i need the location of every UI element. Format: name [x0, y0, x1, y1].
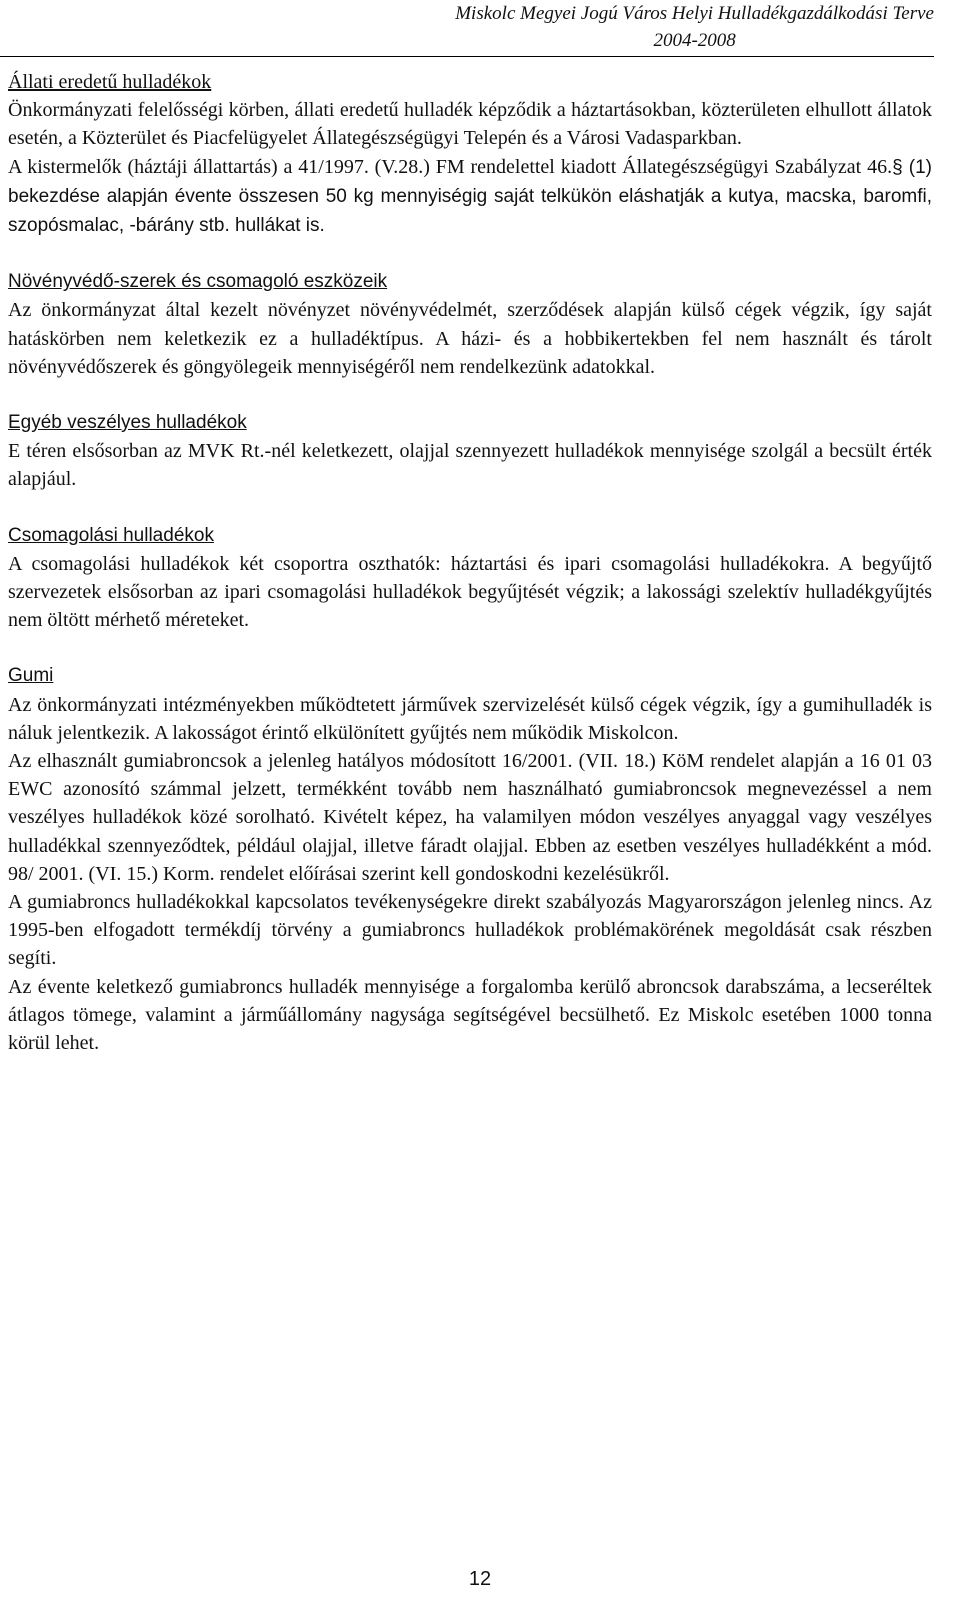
paragraph: Önkormányzati felelősségi körben, állati eredetű hulladék képződik a háztartásokban, közterületen elhullott állatok esetén, a Közterület és Piacfelügyelet Állategészségügyi Telepén és a Városi Vadasparkban. [8, 99, 932, 150]
section-rubber [8, 662, 932, 1057]
paragraph-text-sans: § (1) bekezdése alapján évente összesen 50 kg mennyiségig saját telkükön eláshatják a kutya, macska, baromfi, szopósmalac, -bárány stb. hullákat is. [8, 156, 932, 237]
header-rule [0, 56, 934, 57]
section-packaging [8, 522, 932, 635]
page-header [455, 0, 934, 54]
section-title-pesticides: Növényvédő-szerek és csomagoló eszközeik [8, 271, 388, 293]
section-pesticides [8, 268, 932, 381]
paragraph: Az önkormányzati intézményekben működtetett járművek szervizelését külső cégek végzik, így a gumihulladék is náluk jelentkezik. A lakosságot érintő elkülönített gyűjtés nem működik Miskolcon. [8, 693, 932, 744]
document-body [8, 68, 932, 1085]
paragraph-text: A kistermelők (háztáji állattartás) a 41/1997. (V.28.) FM rendelettel kiadott Állategészségügyi Szabályzat 46. [8, 155, 893, 178]
paragraph: A gumiabroncs hulladékokkal kapcsolatos tevékenységekre direkt szabályozás Magyarországon jelenleg nincs. Az 1995-ben elfogadott termékdíj törvény a gumiabroncs hulladékok problémakörének megoldását csak részben segíti. [8, 891, 932, 970]
section-other-hazardous [8, 409, 932, 494]
header-title: Miskolc Megyei Jogú Város Helyi Hulladékgazdálkodási Terve [455, 3, 934, 24]
section-animal-waste [8, 68, 932, 240]
paragraph: Az önkormányzat által kezelt növényzet növényvédelmét, szerződések alapján külső cégek végzik, így saját hatáskörben nem keletkezik ez a hulladéktípus. A házi- és a hobbikertekben fel nem használt és tárolt növényvédőszerek és göngyölegeik mennyiségéről nem rendelkezünk adatokkal. [8, 299, 932, 378]
section-title-rubber: Gumi [8, 665, 54, 687]
paragraph: Az évente keletkező gumiabroncs hulladék mennyisége a forgalomba kerülő abroncsok darabszáma, a lecseréltek átlagos tömege, valamint a járműállomány nagysága segítségével becsülhető. Ez Miskolc esetében 1000 tonna körül lehet. [8, 975, 932, 1055]
section-title-animal-waste: Állati eredetű hulladékok [8, 71, 212, 93]
paragraph: E téren elsősorban az MVK Rt.-nél keletkezett, olajjal szennyezett hulladékok mennyisége szolgál a becsült érték alapjául. [8, 440, 932, 491]
section-title-other-hazardous: Egyéb veszélyes hulladékok [8, 412, 247, 434]
paragraph: A csomagolási hulladékok két csoportra oszthatók: háztartási és ipari csomagolási hulladékokra. A begyűjtő szervezetek elsősorban az ipari csomagolási hulladékok begyűjtését végzik; a lakossági szelektív hulladékgyűjtés nem öltött mérhető méreteket. [8, 552, 932, 632]
page-number: 12 [468, 1568, 492, 1590]
section-title-packaging: Csomagolási hulladékok [8, 524, 214, 546]
header-years: 2004-2008 [653, 30, 736, 51]
paragraph: Az elhasznált gumiabroncsok a jelenleg hatályos módosított 16/2001. (VII. 18.) KöM rendelet alapján a 16 01 03 EWC azonosító számmal jelzett, termékként tovább nem használható gumiabroncsok megnevezéssel a nem veszélyes hulladékok közé sorolható. Kivételt képez, ha valamilyen módon veszélyes anyaggal vagy veszélyes hulladékkal szennyeződtek, például olajjal, illetve fáradt olajjal. Ebben az esetben veszélyes hulladékként a mód. 98/ 2001. (VI. 15.) Korm. rendelet előírásai szerint kell gondoskodni kezelésükről. [8, 750, 932, 885]
paragraph [8, 153, 932, 241]
